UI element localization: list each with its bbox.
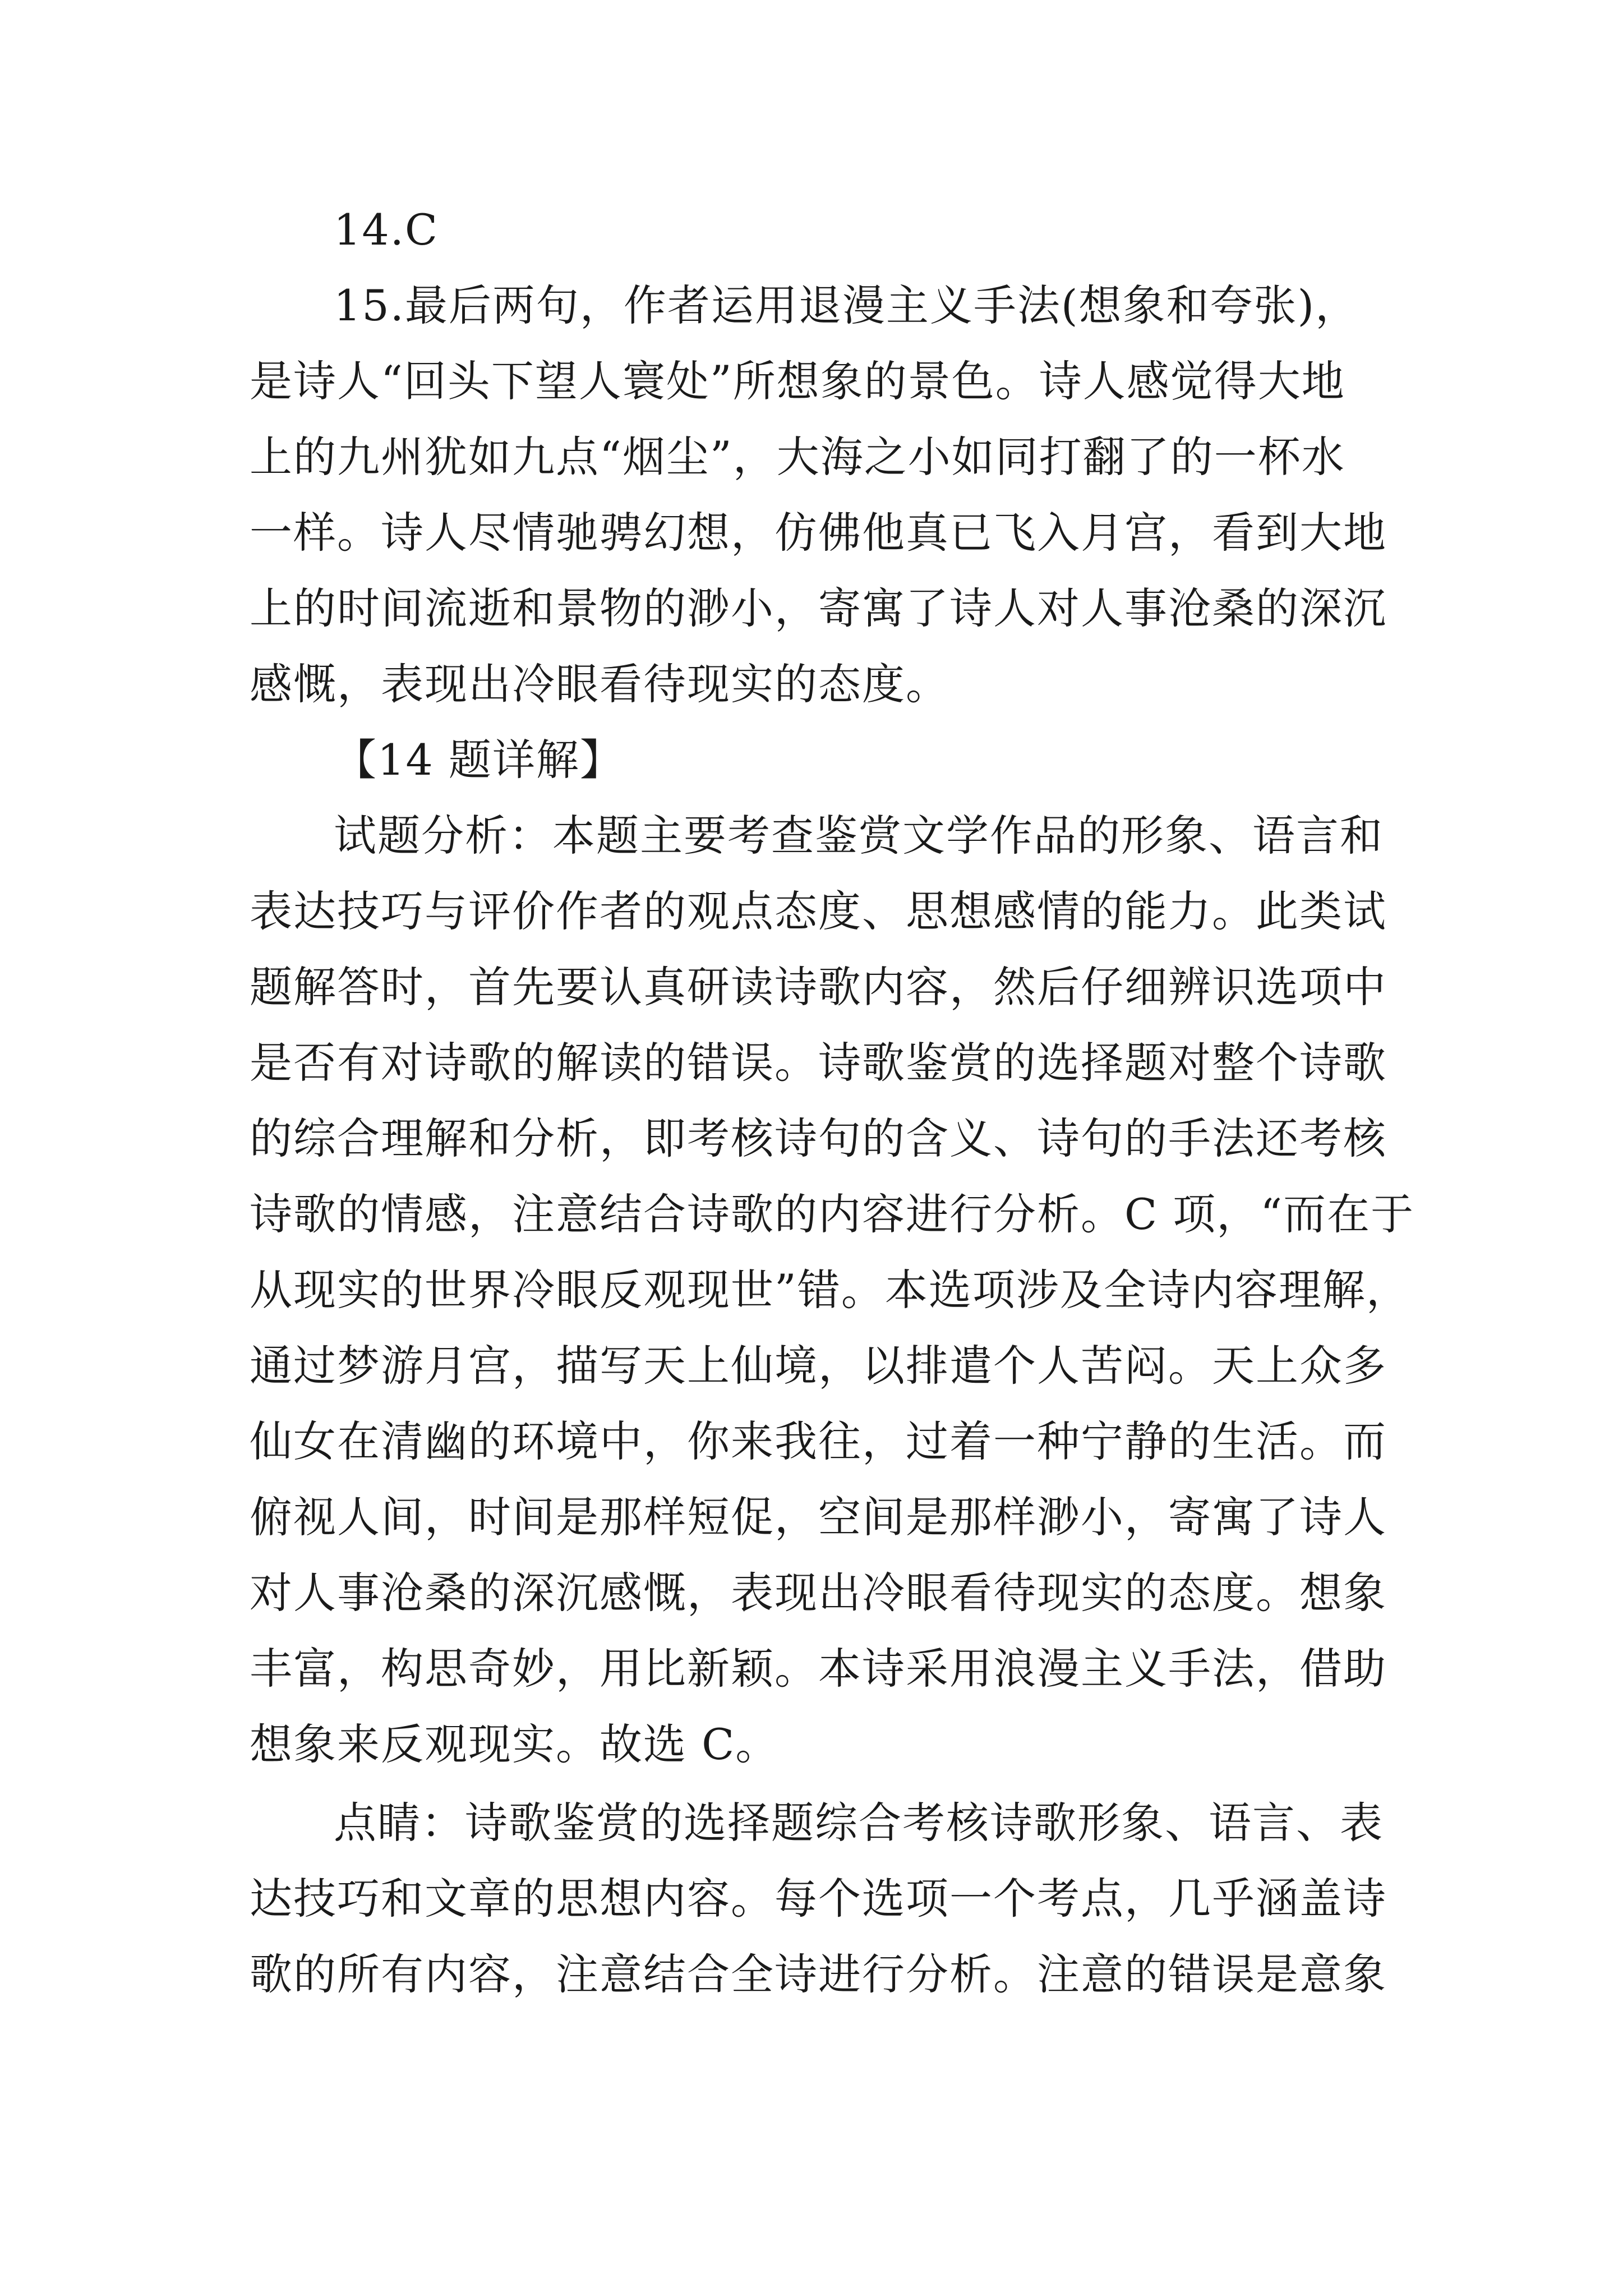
body-text-line: 表达技巧与评价作者的观点态度、思想感情的能力。此类试 <box>250 886 1387 936</box>
body-text-line: 一样。诗人尽情驰骋幻想，仿佛他真已飞入月宫，看到大地 <box>250 508 1387 558</box>
body-text-line: 想象来反观现实。故选 C。 <box>250 1719 780 1769</box>
body-text-line: 上的九州犹如九点“烟尘”，大海之小如同打翻了的一杯水 <box>250 432 1345 482</box>
section-heading: 【14 题详解】 <box>334 735 624 785</box>
body-text-line: 是否有对诗歌的解读的错误。诗歌鉴赏的选择题对整个诗歌 <box>250 1038 1387 1088</box>
body-text-line: 从现实的世界冷眼反观现世”错。本选项涉及全诗内容理解， <box>250 1265 1410 1315</box>
body-text-line: 俯视人间，时间是那样短促，空间是那样渺小，寄寓了诗人 <box>250 1492 1387 1542</box>
body-text-line: 是诗人“回头下望人寰处”所想象的景色。诗人感觉得大地 <box>250 356 1345 406</box>
body-text-line: 对人事沧桑的深沉感慨，表现出冷眼看待现实的态度。想象 <box>250 1568 1387 1618</box>
body-text-line: 上的时间流逝和景物的渺小，寄寓了诗人对人事沧桑的深沉 <box>250 583 1387 633</box>
body-text-line: 仙女在清幽的环境中，你来我往，过着一种宁静的生活。而 <box>250 1416 1387 1466</box>
dianjing-line: 点睛：诗歌鉴赏的选择题综合考核诗歌形象、语言、表 <box>334 1798 1384 1848</box>
body-text-line: 通过梦游月宫，描写天上仙境，以排遣个人苦闷。天上众多 <box>250 1341 1387 1391</box>
answer-14-line: 14.C <box>334 205 439 255</box>
body-text-line: 的综合理解和分析，即考核诗句的含义、诗句的手法还考核 <box>250 1114 1387 1163</box>
body-text-line: 歌的所有内容，注意结合全诗进行分析。注意的错误是意象 <box>250 1949 1387 1999</box>
body-text-line: 诗歌的情感，注意结合诗歌的内容进行分析。C 项，“而在于 <box>250 1189 1415 1239</box>
body-text-line: 丰富，构思奇妙，用比新颖。本诗采用浪漫主义手法，借助 <box>250 1644 1387 1694</box>
answer-15-line: 15.最后两句，作者运用退漫主义手法(想象和夸张)， <box>334 280 1359 330</box>
body-text-line: 题解答时，首先要认真研读诗歌内容，然后仔细辨识选项中 <box>250 962 1387 1012</box>
analysis-line: 试题分析：本题主要考查鉴赏文学作品的形象、语言和 <box>334 811 1384 861</box>
body-text-line: 达技巧和文章的思想内容。每个选项一个考点，几乎涵盖诗 <box>250 1874 1387 1924</box>
body-text-line: 感慨，表现出冷眼看待现实的态度。 <box>250 659 949 709</box>
